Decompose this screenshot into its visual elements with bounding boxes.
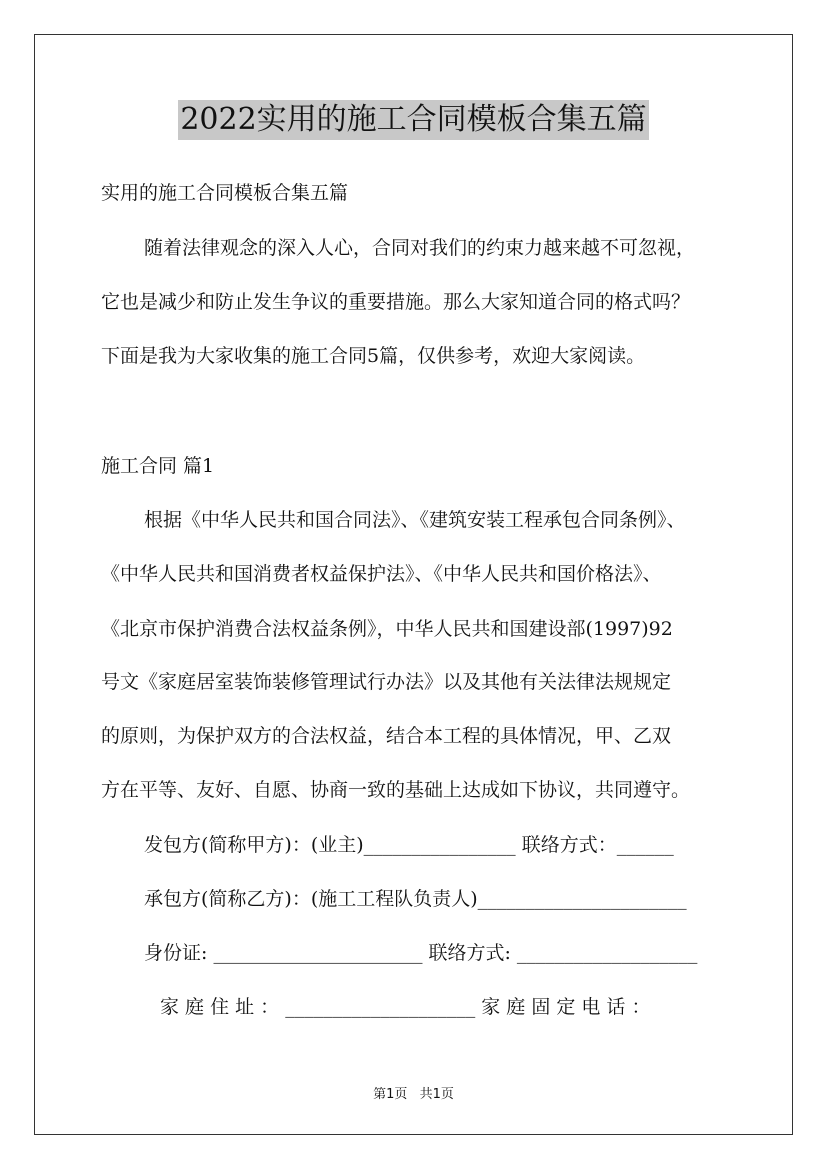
document-subtitle: 实用的施工合同模板合集五篇 (101, 182, 349, 204)
body-line-1: 根据《中华人民共和国合同法》、《建筑安装工程承包合同条例》、 (144, 509, 686, 531)
document-title: 2022实用的施工合同模板合集五篇 (178, 100, 648, 140)
intro-line-1: 随着法律观念的深入人心，合同对我们的约束力越来越不可忽视， (144, 237, 696, 259)
body-line-5: 的原则，为保护双方的合法权益，结合本工程的具体情况，甲、乙双 (101, 725, 672, 747)
section-heading: 施工合同 篇1 (101, 455, 215, 477)
body-line-6: 方在平等、友好、自愿、协商一致的基础上达成如下协议，共同遵守。 (101, 779, 691, 801)
field-employer: 发包方(简称甲方)：(业主)________________ 联络方式：______ (144, 834, 674, 856)
intro-line-3: 下面是我为大家收集的施工合同5篇，仅供参考，欢迎大家阅读。 (101, 345, 646, 367)
body-line-2: 《中华人民共和国消费者权益保护法》、《中华人民共和国价格法》、 (101, 563, 662, 585)
page-number: 第1页 (373, 1087, 408, 1102)
field-home-address: 家 庭 住 址 ： ____________________ 家 庭 固 定 电 话 ： (160, 996, 651, 1018)
body-line-4: 号文《家庭居室装饰装修管理试行办法》以及其他有关法律法规规定 (101, 671, 672, 693)
intro-line-2: 它也是减少和防止发生争议的重要措施。那么大家知道合同的格式吗？ (101, 291, 691, 313)
page-total: 共1页 (419, 1087, 454, 1102)
body-line-3: 《北京市保护消费合法权益条例》，中华人民共和国建设部(1997)92 (101, 618, 673, 640)
page-footer (0, 1083, 827, 1102)
field-contractor: 承包方(简称乙方)：(施工工程队负责人)______________________ (144, 888, 687, 910)
title-container (0, 100, 827, 140)
field-id-card: 身份证: ______________________ 联络方式: ___________________ (144, 942, 698, 964)
